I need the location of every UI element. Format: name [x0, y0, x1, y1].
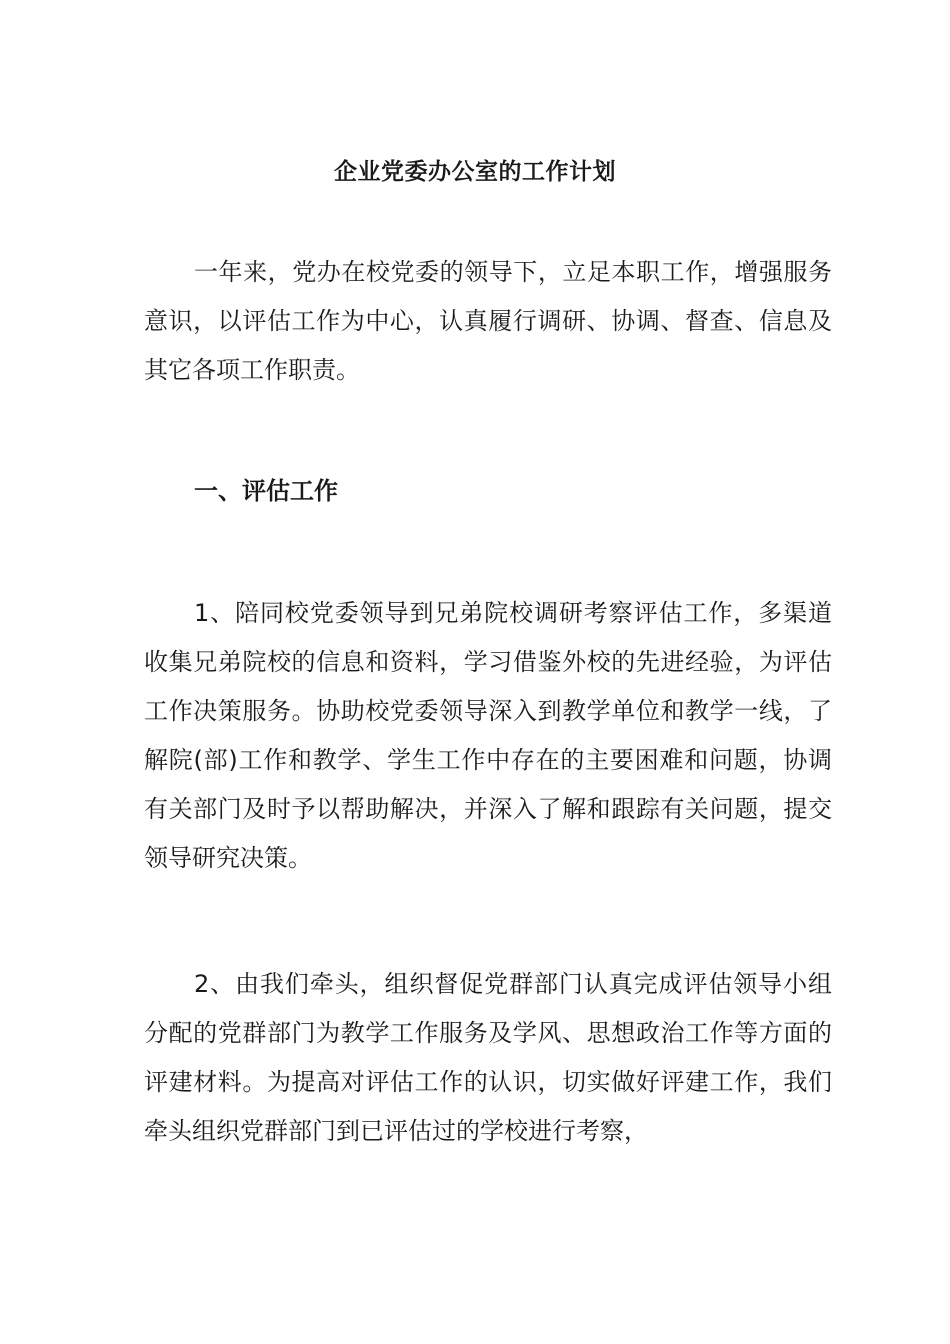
item-1-paragraph: 1、陪同校党委领导到兄弟院校调研考察评估工作，多渠道收集兄弟院校的信息和资料，学习借鉴外校的先进经验，为评估工作决策服务。协助校党委领导深入到教学单位和教学一线，了解院(部)工作和教学、学生工作中存在的主要困难和问题，协调有关部门及时予以帮助解决，并深入了解和跟踪有关问题，提交领导研究决策。 [144, 599, 832, 872]
intro-paragraph: 一年来，党办在校党委的领导下，立足本职工作，增强服务意识，以评估工作为中心，认真履行调研、协调、督查、信息及其它各项工作职责。 [144, 258, 832, 384]
item-2-paragraph: 2、由我们牵头，组织督促党群部门认真完成评估领导小组分配的党群部门为教学工作服务及学风、思想政治工作等方面的评建材料。为提高对评估工作的认识，切实做好评建工作，我们牵头组织党群部门到已评估过的学校进行考察， [144, 970, 832, 1145]
section-heading: 一、评估工作 [194, 477, 338, 505]
document-title: 企业党委办公室的工作计划 [334, 159, 616, 185]
